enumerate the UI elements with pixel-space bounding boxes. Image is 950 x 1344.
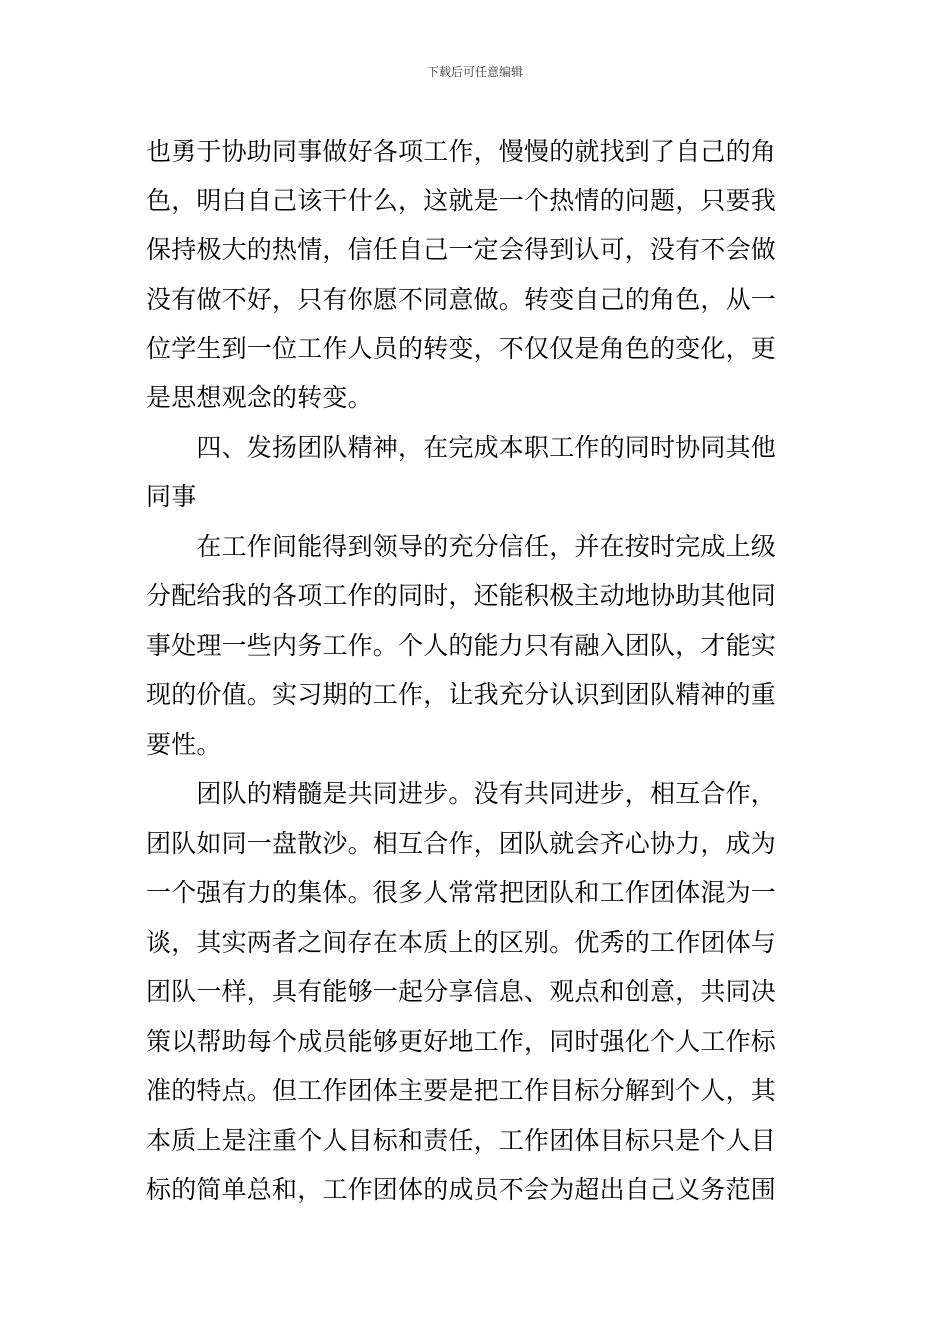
text-line: 也勇于协助同事做好各项工作，慢慢的就找到了自己的角 xyxy=(146,137,777,166)
text-line: 团队的精髓是共同进步。没有共同进步，相互合作， xyxy=(146,779,777,808)
text-line: 没有做不好，只有你愿不同意做。转变自己的角色，从一 xyxy=(146,285,777,314)
text-line: 团队一样，具有能够一起分享信息、观点和创意，共同决 xyxy=(146,977,777,1006)
text-line: 保持极大的热情，信任自己一定会得到认可，没有不会做 xyxy=(146,235,777,264)
text-line: 是思想观念的转变。 xyxy=(146,383,373,412)
text-line: 策以帮助每个成员能够更好地工作，同时强化个人工作标 xyxy=(146,1027,777,1056)
text-line: 色，明白自己该干什么，这就是一个热情的问题，只要我 xyxy=(146,186,777,215)
section-heading: 同事 xyxy=(146,482,197,511)
text-line: 现的价值。实习期的工作，让我充分认识到团队精神的重 xyxy=(146,680,777,709)
text-line: 在工作间能得到领导的充分信任，并在按时完成上级 xyxy=(146,532,777,561)
section-heading: 四、发扬团队精神，在完成本职工作的同时协同其他 xyxy=(146,433,777,462)
text-line: 标的简单总和，工作团体的成员不会为超出自己义务范围 xyxy=(146,1175,777,1204)
text-line: 分配给我的各项工作的同时，还能积极主动地协助其他同 xyxy=(146,581,777,610)
text-line: 位学生到一位工作人员的转变，不仅仅是角色的变化，更 xyxy=(146,334,777,363)
text-line: 谈，其实两者之间存在本质上的区别。优秀的工作团体与 xyxy=(146,928,777,957)
text-line: 一个强有力的集体。很多人常常把团队和工作团体混为一 xyxy=(146,878,777,907)
text-line: 团队如同一盘散沙。相互合作，团队就会齐心协力，成为 xyxy=(146,829,777,858)
text-line: 准的特点。但工作团体主要是把工作目标分解到个人，其 xyxy=(146,1076,777,1105)
text-line: 要性。 xyxy=(146,730,222,759)
text-line: 本质上是注重个人目标和责任，工作团体目标只是个人目 xyxy=(146,1126,777,1155)
page-header: 下载后可任意编辑 xyxy=(426,65,523,79)
text-line: 事处理一些内务工作。个人的能力只有融入团队，才能实 xyxy=(146,631,777,660)
